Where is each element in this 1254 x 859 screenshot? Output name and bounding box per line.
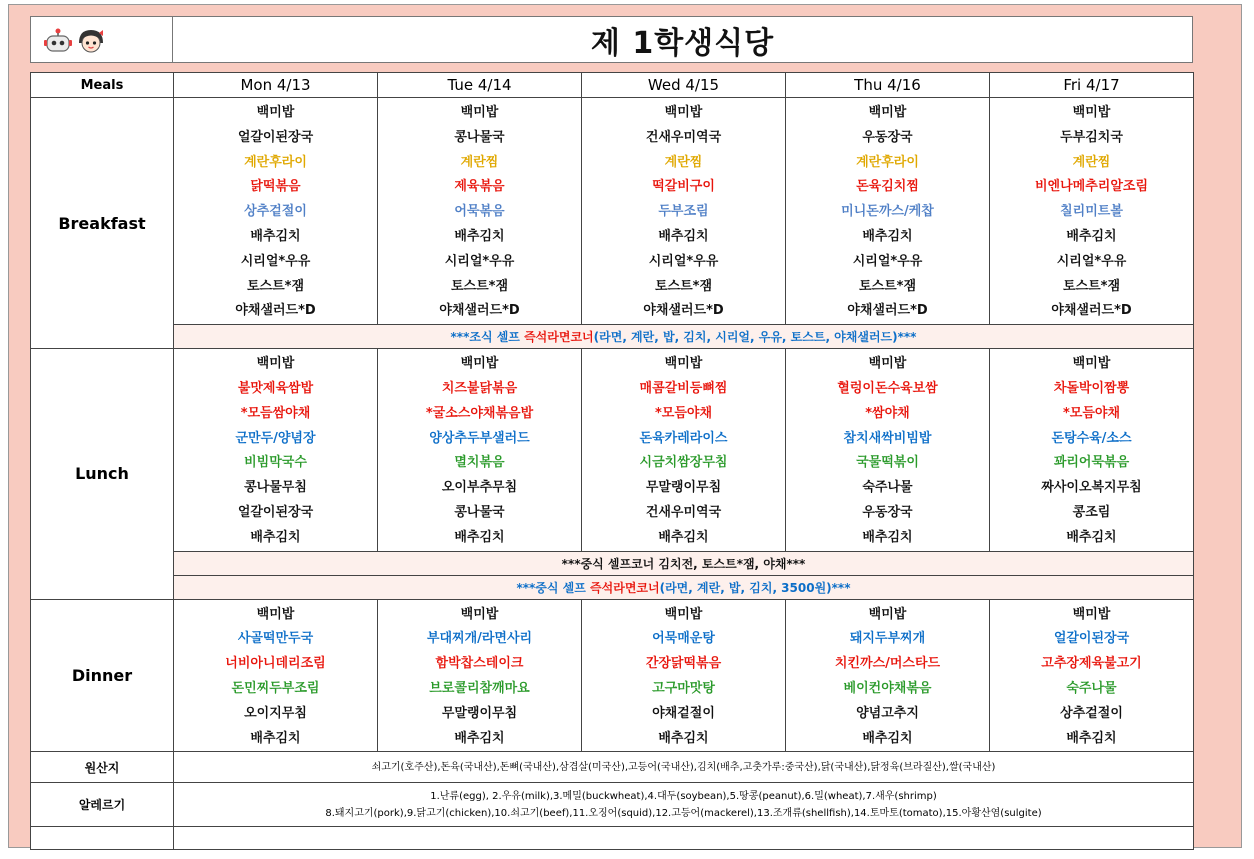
menu-item: 떡갈비구이 (652, 179, 715, 195)
menu-item: 시리얼*우유 (1056, 253, 1127, 269)
dinner-wed (582, 599, 786, 752)
menu-item: 토스트*잼 (654, 278, 713, 294)
menu-item: 토스트*잼 (246, 278, 305, 294)
menu-item: 백미밥 (664, 606, 703, 622)
breakfast-self-corner-note (174, 325, 1194, 349)
menu-item: 제육볶음 (454, 179, 505, 195)
menu-item: 참치새싹비빔밥 (843, 430, 932, 446)
menu-item: 백미밥 (1072, 105, 1111, 120)
menu-item: 배추김치 (1066, 228, 1117, 244)
menu-item: 꽈리어묵볶음 (1053, 455, 1130, 471)
menu-item: *쌈야채 (865, 405, 910, 421)
menu-item: 멸치볶음 (454, 455, 505, 471)
lunch-ramen-corner-note (174, 575, 1194, 599)
breakfast-wed (582, 98, 786, 325)
menu-item: 어묵매운탕 (652, 631, 715, 647)
menu-item: 상추겉절이 (1060, 705, 1123, 721)
menu-item: 배추김치 (454, 228, 505, 244)
menu-item: 콩나물무침 (244, 480, 307, 496)
menu-item: 간장닭떡볶음 (645, 656, 722, 672)
menu-item: 함박찹스테이크 (435, 656, 524, 672)
page-title: 제 1학생식당 (590, 25, 775, 61)
menu-item: 베이컨야채볶음 (843, 680, 932, 696)
day-header-wed: Wed 4/15 (582, 73, 786, 98)
menu-item: 오이부추무침 (441, 480, 518, 496)
origin-label: 원산지 (31, 752, 174, 783)
menu-item: 계란찜 (1072, 154, 1111, 170)
day-header-fri: Fri 4/17 (990, 73, 1194, 98)
menu-item: 비빔막국수 (244, 455, 307, 471)
lunch-mon (174, 349, 378, 551)
menu-item: 오이지무침 (244, 705, 307, 721)
menu-item: 건새우미역국 (645, 129, 722, 145)
allergy-row (31, 783, 1194, 827)
menu-item: 얼갈이된장국 (237, 504, 314, 520)
menu-item: 콩나물국 (454, 129, 505, 145)
menu-item: 건새우미역국 (645, 504, 722, 520)
lunch-note2-row (31, 575, 1194, 599)
menu-item: 야채겉절이 (652, 705, 715, 721)
menu-item: 백미밥 (1072, 356, 1111, 372)
menu-item: 차돌박이짬뽕 (1053, 380, 1130, 396)
menu-item: 배추김치 (1066, 730, 1117, 746)
dinner-mon (174, 599, 378, 752)
lunch-tue (378, 349, 582, 551)
menu-item: 백미밥 (664, 105, 703, 120)
menu-item: 시금치쌈장무침 (639, 455, 728, 471)
menu-item: 계란찜 (664, 154, 703, 170)
menu-item: *모듬야채 (654, 405, 713, 421)
note-text: 즉석라면코너 (590, 580, 660, 595)
menu-item: 숙주나물 (1066, 680, 1117, 696)
allergy-text (174, 783, 1194, 827)
menu-item: 계란후라이 (244, 154, 307, 170)
menu-item: 배추김치 (1066, 529, 1117, 545)
menu-item: *모듬야채 (1062, 405, 1121, 421)
menu-item: 계란후라이 (856, 154, 919, 170)
dinner-thu (786, 599, 990, 752)
day-header-tue: Tue 4/14 (378, 73, 582, 98)
menu-table (30, 72, 1194, 850)
menu-item: 부대찌개/라면사리 (426, 631, 533, 647)
menu-item: 백미밥 (1072, 606, 1111, 622)
lunch-row (31, 349, 1194, 551)
menu-item: 배추김치 (862, 730, 913, 746)
origin-row (31, 752, 1194, 783)
menu-item: 계란찜 (460, 154, 499, 170)
menu-item: 백미밥 (460, 606, 499, 622)
breakfast-tue (378, 98, 582, 325)
menu-item: 닭떡볶음 (250, 179, 301, 195)
dinner-label: Dinner (31, 599, 174, 752)
note-text: ***조식 셀프 (450, 330, 525, 345)
lunch-label: Lunch (31, 349, 174, 599)
lunch-note1-row (31, 551, 1194, 575)
day-header-thu: Thu 4/16 (786, 73, 990, 98)
menu-item: 미니돈까스/케찹 (841, 204, 934, 220)
menu-item: 불맛제육쌈밥 (237, 380, 314, 396)
menu-item: 돈육카레라이스 (639, 430, 728, 446)
menu-item: 백미밥 (460, 105, 499, 120)
menu-item: 백미밥 (256, 105, 295, 120)
note-text: ***중식 셀프코너 김치전, 토스트*잼, 야채*** (561, 556, 806, 571)
note-text: 즉석라면코너 (524, 330, 594, 345)
breakfast-fri (990, 98, 1194, 325)
menu-item: 토스트*잼 (450, 278, 509, 294)
menu-item: 어묵볶음 (454, 204, 505, 220)
menu-item: 배추김치 (454, 730, 505, 746)
menu-item: 야채샐러드*D (235, 303, 316, 319)
dinner-tue (378, 599, 582, 752)
menu-item: 비엔나메추리알조림 (1034, 179, 1149, 195)
menu-item: 군만두/양념장 (235, 430, 316, 446)
menu-item: 배추김치 (658, 730, 709, 746)
lunch-fri (990, 349, 1194, 551)
menu-item: 야채샐러드*D (643, 303, 724, 319)
origin-text: 쇠고기(호주산),돈육(국내산),돈뼈(국내산),삼겹살(미국산),고등어(국내산),김치(배추,고춧가루:중국산),닭(국내산),닭정육(브라질산),쌀(국내산) (174, 752, 1194, 783)
menu-item: 얼갈이된장국 (237, 129, 314, 145)
menu-item: 고추장제육불고기 (1041, 656, 1142, 672)
note-text: ***중식 셀프 (516, 580, 591, 595)
menu-item: 콩나물국 (454, 504, 505, 520)
menu-item: 백미밥 (868, 105, 907, 120)
meals-header: Meals (31, 73, 174, 98)
menu-item: 국물떡볶이 (856, 455, 919, 471)
menu-item: 두부조림 (658, 204, 709, 220)
menu-item: 백미밥 (664, 356, 703, 372)
breakfast-label: Breakfast (31, 98, 174, 349)
menu-item: 백미밥 (868, 356, 907, 372)
menu-item: 백미밥 (256, 606, 295, 622)
menu-item: 돈탕수육/소스 (1051, 430, 1132, 446)
menu-item: 배추김치 (658, 228, 709, 244)
menu-item: 배추김치 (250, 529, 301, 545)
menu-item: 숙주나물 (862, 480, 913, 496)
blank-cell-label (31, 827, 174, 850)
menu-item: 야채샐러드*D (439, 303, 520, 319)
girl-mascot-icon (75, 27, 107, 55)
allergy-label: 알레르기 (31, 783, 174, 827)
menu-item: 상추겉절이 (244, 204, 307, 220)
breakfast-mon (174, 98, 378, 325)
blank-cell (174, 827, 1194, 850)
logo-cell (30, 16, 173, 63)
menu-item: 백미밥 (256, 356, 295, 372)
breakfast-thu (786, 98, 990, 325)
menu-item: 배추김치 (862, 228, 913, 244)
menu-item: 고구마맛탕 (652, 680, 715, 696)
breakfast-row (31, 98, 1194, 325)
robot-mascot-icon (43, 27, 73, 55)
menu-item: 돈민찌두부조림 (231, 680, 320, 696)
title-cell (173, 16, 1193, 63)
menu-item: 시리얼*우유 (444, 253, 515, 269)
menu-item: 너비아니데리조림 (225, 656, 326, 672)
day-header-mon: Mon 4/13 (174, 73, 378, 98)
menu-item: 배추김치 (250, 228, 301, 244)
lunch-thu (786, 349, 990, 551)
menu-item: *굴소스야채볶음밥 (425, 405, 534, 421)
lunch-self-corner-note (174, 551, 1194, 575)
menu-item: 시리얼*우유 (648, 253, 719, 269)
menu-item: 배추김치 (454, 529, 505, 545)
menu-item: 매콤갈비등뼈찜 (639, 380, 728, 396)
menu-item: 돼지두부찌개 (849, 631, 926, 647)
menu-item: 콩조림 (1072, 504, 1111, 520)
allergy-line-2: 8.돼지고기(pork),9.닭고기(chicken),10.쇠고기(beef),11.오징어(squid),12.고등어(mackerel),13.조개류(shellfish),14.토마토(tomato),15.아황산염(sulgite) (325, 807, 1042, 819)
menu-item: 양념고추지 (856, 705, 919, 721)
header-row (31, 73, 1194, 98)
menu-item: 브로콜리참깨마요 (429, 680, 530, 696)
menu-item: 배추김치 (250, 730, 301, 746)
menu-item: 두부김치국 (1060, 129, 1123, 145)
menu-item: 얼갈이된장국 (1053, 631, 1130, 647)
allergy-line-1: 1.난류(egg), 2.우유(milk),3.메밀(buckwheat),4.대두(soybean),5.땅콩(peanut),6.밀(wheat),7.새우(shrimp) (430, 790, 937, 802)
menu-item: 치킨까스/머스타드 (834, 656, 941, 672)
menu-item: 치즈불닭볶음 (441, 380, 518, 396)
note-text: (라면, 계란, 밥, 김치, 3500원)*** (659, 580, 851, 595)
menu-item: 혈렁이돈수육보쌈 (837, 380, 938, 396)
menu-item: 우동장국 (862, 129, 913, 145)
breakfast-note-row (31, 325, 1194, 349)
menu-item: 백미밥 (868, 606, 907, 622)
lunch-wed (582, 349, 786, 551)
menu-item: 시리얼*우유 (852, 253, 923, 269)
menu-item: *모듬쌈야채 (240, 405, 311, 421)
menu-item: 야채샐러드*D (1051, 303, 1132, 319)
menu-item: 짜사이오복지무침 (1041, 480, 1142, 496)
menu-item: 양상추두부샐러드 (429, 430, 530, 446)
menu-item: 야채샐러드*D (847, 303, 928, 319)
note-text: (라면, 계란, 밥, 김치, 시리얼, 우유, 토스트, 야채샐러드)*** (593, 330, 917, 345)
dinner-fri (990, 599, 1194, 752)
blank-row (31, 827, 1194, 850)
menu-item: 배추김치 (658, 529, 709, 545)
dinner-row (31, 599, 1194, 752)
menu-item: 토스트*잼 (1062, 278, 1121, 294)
menu-item: 무말랭이무침 (441, 705, 518, 721)
menu-item: 우동장국 (862, 504, 913, 520)
menu-item: 사골떡만두국 (237, 631, 314, 647)
menu-item: 백미밥 (460, 356, 499, 372)
menu-item: 배추김치 (862, 529, 913, 545)
menu-item: 돈육김치찜 (856, 179, 919, 195)
menu-item: 시리얼*우유 (240, 253, 311, 269)
menu-item: 무말랭이무침 (645, 480, 722, 496)
menu-item: 칠리미트볼 (1060, 204, 1123, 220)
menu-item: 토스트*잼 (858, 278, 917, 294)
